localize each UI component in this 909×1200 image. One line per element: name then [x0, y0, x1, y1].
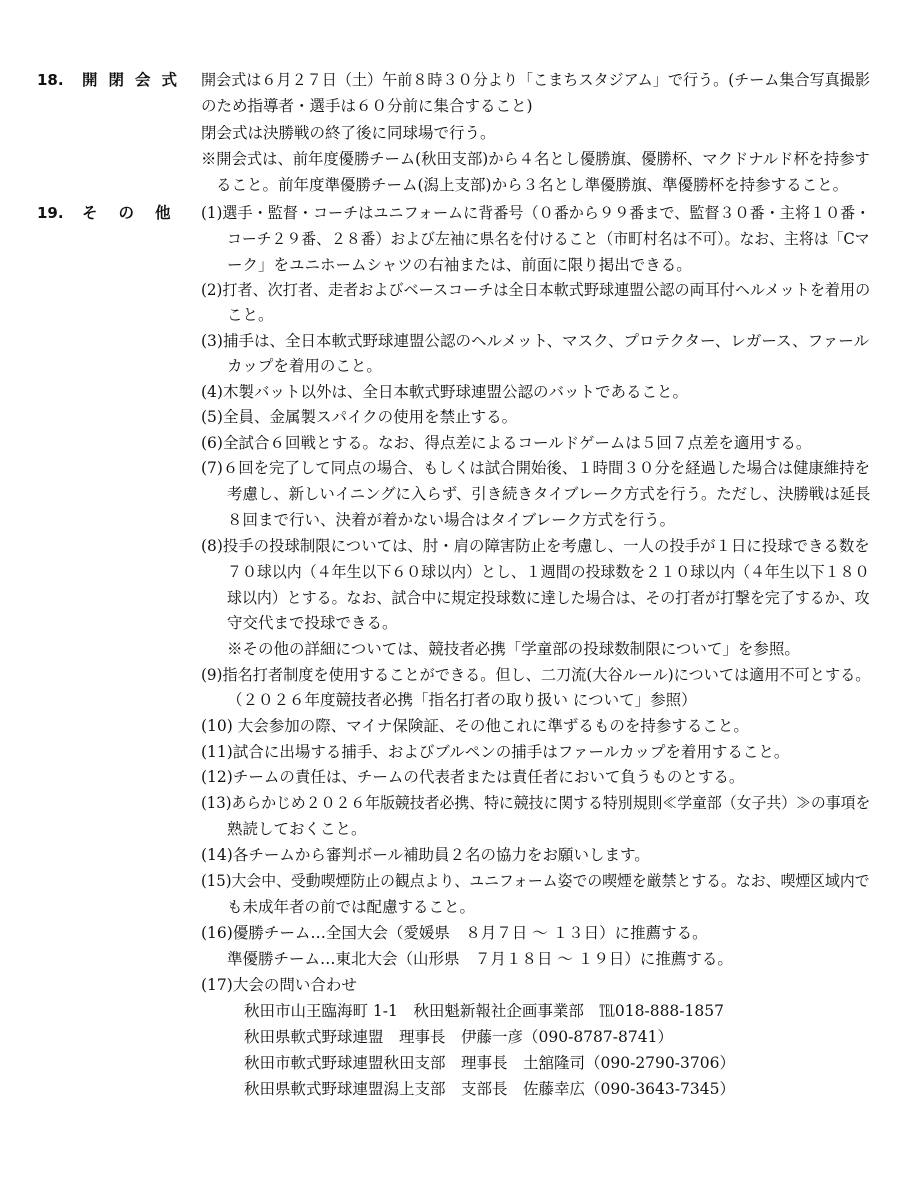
body-line: コーチ２９番、２８番）および左袖に県名を付けること（市町村名は不可）。なお、主将は「Cマ: [227, 230, 870, 248]
list-item: (14)各チームから審判ボール補助員２名の協力をお願いします。: [201, 846, 650, 864]
list-item: (6)全試合６回戦とする。なお、得点差によるコールドゲームは５回７点差を適用する。: [201, 434, 812, 452]
list-item: (11)試合に出場する捕手、およびブルペンの捕手はファールカップを着用すること。: [201, 743, 790, 761]
body-line: ８回まで行い、決着が着かない場合はタイブレーク方式を行う。: [227, 511, 676, 529]
body-line: 閉会式は決勝戦の終了後に同球場で行う。: [201, 124, 496, 142]
list-item: (7)６回を完了して同点の場合、もしくは試合開始後、１時間３０分を経過した場合は健康維持を: [201, 459, 870, 477]
list-item: (2)打者、次打者、走者およびベースコーチは全日本軟式野球連盟公認の両耳付ヘルメットを着用の: [201, 281, 871, 299]
list-item: (12)チームの責任は、チームの代表者または責任者において負うものとする。: [201, 768, 745, 786]
list-item: (4)木製バット以外は、全日本軟式野球連盟公認のバットであること。: [201, 383, 688, 401]
body-line: 考慮し、新しいイニングに入らず、引き続きタイブレーク方式を行う。ただし、決勝戦は延長: [227, 485, 871, 503]
list-item: (17)大会の問い合わせ: [201, 976, 357, 994]
body-line: ※その他の詳細については、競技者必携「学童部の投球数制限について」を参照。: [227, 640, 800, 658]
section-heading: その他: [82, 204, 192, 222]
contact-line: 秋田市軟式野球連盟秋田支部 理事長 土舘隆司（090-2790-3706）: [244, 1054, 735, 1072]
contact-line: 秋田市山王臨海町 1-1 秋田魁新報社企画事業部 ℡018-888-1857: [244, 1002, 724, 1020]
body-line: のため指導者・選手は６０分前に集合すること): [201, 97, 533, 115]
list-item: (8)投手の投球制限については、肘・肩の障害防止を考慮し、一人の投手が１日に投球できる数を: [201, 537, 870, 555]
contact-line: 秋田県軟式野球連盟 理事長 伊藤一彦（090-8787-8741）: [244, 1028, 673, 1046]
body-line: 守交代まで投球できる。: [227, 614, 398, 632]
list-item: (1)選手・監督・コーチはユニフォームに背番号（０番から９９番まで、監督３０番・主将１０番・: [201, 204, 871, 222]
body-line: （２０２６年度競技者必携「指名打者の取り扱い について」参照）: [227, 691, 697, 709]
section-heading: 開閉会式: [82, 71, 189, 89]
body-line: カップを着用のこと。: [227, 357, 382, 375]
section-number: 18.: [37, 71, 64, 89]
body-line: 準優勝チーム…東北大会（山形県 ７月１８日 ～ １９日）に推薦する。: [227, 950, 733, 968]
body-line: 球以内）とする。なお、試合中に規定投球数に達した場合は、その打者が打撃を完了するか、攻: [227, 589, 870, 607]
body-line: 開会式は６月２７日（土）午前８時３０分より「こまちスタジアム」で行う。(チーム集合写真撮影: [201, 71, 870, 89]
body-line: ること。前年度準優勝チーム(潟上支部)から３名とし準優勝旗、準優勝杯を持参すること。: [216, 176, 849, 194]
list-item: (3)捕手は、全日本軟式野球連盟公認のヘルメット、マスク、プロテクター、レガース、ファール: [201, 332, 869, 350]
body-line: ※開会式は、前年度優勝チーム(秋田支部)から４名とし優勝旗、優勝杯、マクドナルド杯を持参す: [201, 150, 870, 168]
section-number: 19.: [37, 204, 64, 222]
list-item: (13)あらかじめ２０２６年版競技者必携、特に競技に関する特別規則≪学童部（女子共）≫の事項を: [201, 794, 871, 812]
list-item: (10) 大会参加の際、マイナ保険証、その他これに準ずるものを持参すること。: [201, 717, 749, 735]
body-line: こと。: [227, 306, 274, 324]
contact-line: 秋田県軟式野球連盟潟上支部 支部長 佐藤幸広（090-3643-7345）: [244, 1080, 735, 1098]
body-line: 熟読しておくこと。: [227, 820, 367, 838]
list-item: (16)優勝チーム…全国大会（愛媛県 ８月７日 ～ １３日）に推薦する。: [201, 924, 708, 942]
body-line: も未成年者の前では配慮すること。: [227, 898, 476, 916]
list-item: (5)全員、金属製スパイクの使用を禁止する。: [201, 408, 518, 426]
body-line: ーク」をユニホームシャツの右袖または、前面に限り掲出できる。: [227, 256, 692, 274]
list-item: (9)指名打者制度を使用することができる。但し、二刀流(大谷ルール)については適用不可とする。: [201, 666, 871, 684]
list-item: (15)大会中、受動喫煙防止の観点より、ユニフォーム姿での喫煙を厳禁とする。なお、喫煙区域内で: [201, 872, 870, 890]
body-line: ７０球以内（４年生以下６０球以内）とし、１週間の投球数を２１０球以内（４年生以下１８０: [227, 563, 870, 581]
